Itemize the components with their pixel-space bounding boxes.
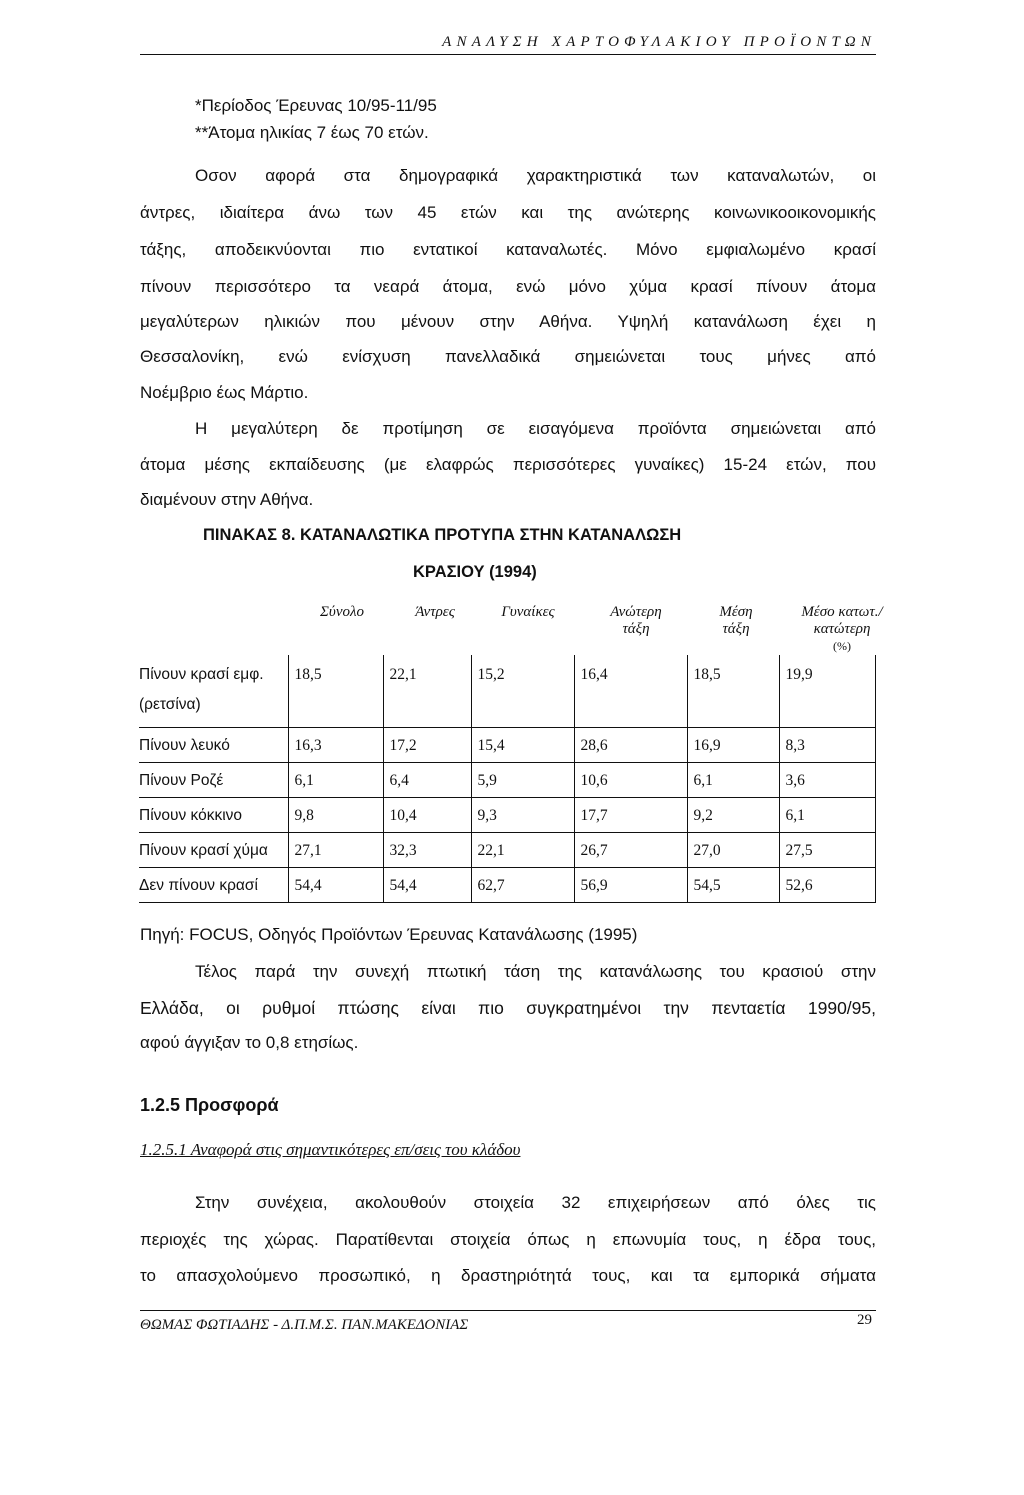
subsection-heading: 1.2.5.1 Αναφορά στις σημαντικότερες επ/σεις του κλάδου — [140, 1140, 521, 1159]
table-cell: 17,2 — [383, 728, 471, 763]
col-header-total: Σύνολο — [320, 604, 364, 620]
para4-line-3: το απασχολούμενο προσωπικό, η δραστηριότητά τους, και τα εμπορικά σήματα — [140, 1266, 876, 1285]
table-cell: 54,4 — [288, 868, 383, 903]
para2-line-2: άτομα μέσης εκπαίδευσης (με ελαφρώς περισσότερες γυναίκες) 15-24 ετών, που — [140, 455, 876, 474]
table-cell: 5,9 — [471, 763, 574, 798]
table-cell: 16,3 — [288, 728, 383, 763]
row-label: Πίνουν κρασί χύμα — [139, 833, 288, 868]
header-rule — [140, 54, 876, 55]
table-cell: 54,4 — [383, 868, 471, 903]
table-cell: 27,1 — [288, 833, 383, 868]
table-cell: 15,4 — [471, 728, 574, 763]
para1-line-2: άντρες, ιδιαίτερα άνω των 45 ετών και της ανώτερης κοινωνικοοικονομικής — [140, 203, 876, 222]
para1-line-3: τάξης, αποδεικνύονται πιο εντατικοί καταναλωτές. Μόνο εμφιαλωμένο κρασί — [140, 240, 876, 259]
table-cell: 9,8 — [288, 798, 383, 833]
table-cell: 9,3 — [471, 798, 574, 833]
para4-line-2: περιοχές της χώρας. Παρατίθενται στοιχεία όπως η επωνυμία τους, η έδρα τους, — [140, 1230, 876, 1249]
table-cell: 10,4 — [383, 798, 471, 833]
table-row — [139, 868, 875, 903]
para1-line-7: Νοέμβριο έως Μάρτιο. — [140, 383, 309, 402]
table-cell: 56,9 — [574, 868, 687, 903]
row-label: Πίνουν κρασί εμφ. (ρετσίνα) — [139, 655, 288, 728]
table-cell: 8,3 — [779, 728, 875, 763]
table-cell: 26,7 — [574, 833, 687, 868]
col-header-middle-class: Μέση τάξη — [719, 604, 753, 637]
row-label: Δεν πίνουν κρασί — [139, 868, 288, 903]
table-title-line-1: ΠΙΝΑΚΑΣ 8. ΚΑΤΑΝΑΛΩΤΙΚΑ ΠΡΟΤΥΠΑ ΣΤΗΝ ΚΑΤΑΝΑΛΩΣΗ — [203, 526, 682, 544]
table-cell: 9,2 — [687, 798, 779, 833]
row-label: Πίνουν Ροζέ — [139, 763, 288, 798]
col-header-upper-class: Ανώτερη τάξη — [610, 604, 662, 637]
table-cell: 62,7 — [471, 868, 574, 903]
consumption-table — [139, 655, 876, 903]
para3-line-3: αφού άγγιξαν το 0,8 ετησίως. — [140, 1033, 359, 1052]
row-label: Πίνουν λευκό — [139, 728, 288, 763]
table-cell: 19,9 — [779, 655, 875, 728]
table-cell: 16,4 — [574, 655, 687, 728]
page-number: 29 — [857, 1312, 872, 1328]
para1-line-4: πίνουν περισσότερο τα νεαρά άτομα, ενώ μόνο χύμα κρασί πίνουν άτομα — [140, 277, 876, 296]
col-header-women: Γυναίκες — [501, 604, 555, 620]
table-cell: 27,0 — [687, 833, 779, 868]
table-row — [139, 728, 875, 763]
running-header: ΑΝΑΛΥΣΗ ΧΑΡΤΟΦΥΛΑΚΙΟΥ ΠΡΟΪΟΝΤΩΝ — [442, 34, 876, 50]
footer-rule — [140, 1310, 876, 1311]
table-source: Πηγή: FOCUS, Οδηγός Προϊόντων Έρευνας Κατανάλωσης (1995) — [140, 925, 638, 944]
note-research-period: *Περίοδος Έρευνας 10/95-11/95 — [195, 96, 437, 115]
section-heading: 1.2.5 Προσφορά — [140, 1095, 279, 1115]
table-cell: 10,6 — [574, 763, 687, 798]
table-cell: 16,9 — [687, 728, 779, 763]
table-row — [139, 833, 875, 868]
para1-line-6: Θεσσαλονίκη, ενώ ενίσχυση πανελλαδικά σημειώνεται τους μήνες από — [140, 347, 876, 366]
table-cell: 15,2 — [471, 655, 574, 728]
table-title-line-2: ΚΡΑΣΙΟΥ (1994) — [413, 563, 537, 581]
table-cell: 32,3 — [383, 833, 471, 868]
table-cell: 6,1 — [779, 798, 875, 833]
table-cell: 52,6 — [779, 868, 875, 903]
para3-line-2: Ελλάδα, οι ρυθμοί πτώσης είναι πιο συγκρατημένοι την πενταετία 1990/95, — [140, 998, 876, 1018]
row-label: Πίνουν κόκκινο — [139, 798, 288, 833]
para3-line-1: Τέλος παρά την συνεχή πτωτική τάση της κατανάλωσης του κρασιού στην — [195, 962, 876, 981]
table-cell: 6,1 — [288, 763, 383, 798]
table-row — [139, 798, 875, 833]
table-cell: 18,5 — [687, 655, 779, 728]
col-header-lower-class: Μέσο κατωτ./ κατώτερη (%) — [801, 604, 883, 653]
table-cell: 17,7 — [574, 798, 687, 833]
table-cell: 6,1 — [687, 763, 779, 798]
table-cell: 28,6 — [574, 728, 687, 763]
para1-line-1: Οσον αφορά στα δημογραφικά χαρακτηριστικά των καταναλωτών, οι — [195, 166, 876, 185]
table-cell: 6,4 — [383, 763, 471, 798]
running-footer: ΘΩΜΑΣ ΦΩΤΙΑΔΗΣ - Δ.Π.Μ.Σ. ΠΑΝ.ΜΑΚΕΔΟΝΙΑΣ — [140, 1317, 469, 1333]
table-cell: 22,1 — [471, 833, 574, 868]
note-age-range: **Άτομα ηλικίας 7 έως 70 ετών. — [195, 123, 429, 142]
table-cell: 54,5 — [687, 868, 779, 903]
para1-line-5: μεγαλύτερων ηλικιών που μένουν στην Αθήνα. Υψηλή κατανάλωση έχει η — [140, 312, 876, 331]
table-row — [139, 655, 875, 728]
para2-line-1: Η μεγαλύτερη δε προτίμηση σε εισαγόμενα προϊόντα σημειώνεται από — [195, 419, 876, 438]
table-cell: 18,5 — [288, 655, 383, 728]
para4-line-1: Στην συνέχεια, ακολουθούν στοιχεία 32 επιχειρήσεων από όλες τις — [195, 1193, 876, 1212]
col-header-men: Άντρες — [415, 604, 455, 620]
table-cell: 22,1 — [383, 655, 471, 728]
para2-line-3: διαμένουν στην Αθήνα. — [140, 490, 314, 509]
table-cell: 3,6 — [779, 763, 875, 798]
table-row — [139, 763, 875, 798]
table-cell: 27,5 — [779, 833, 875, 868]
